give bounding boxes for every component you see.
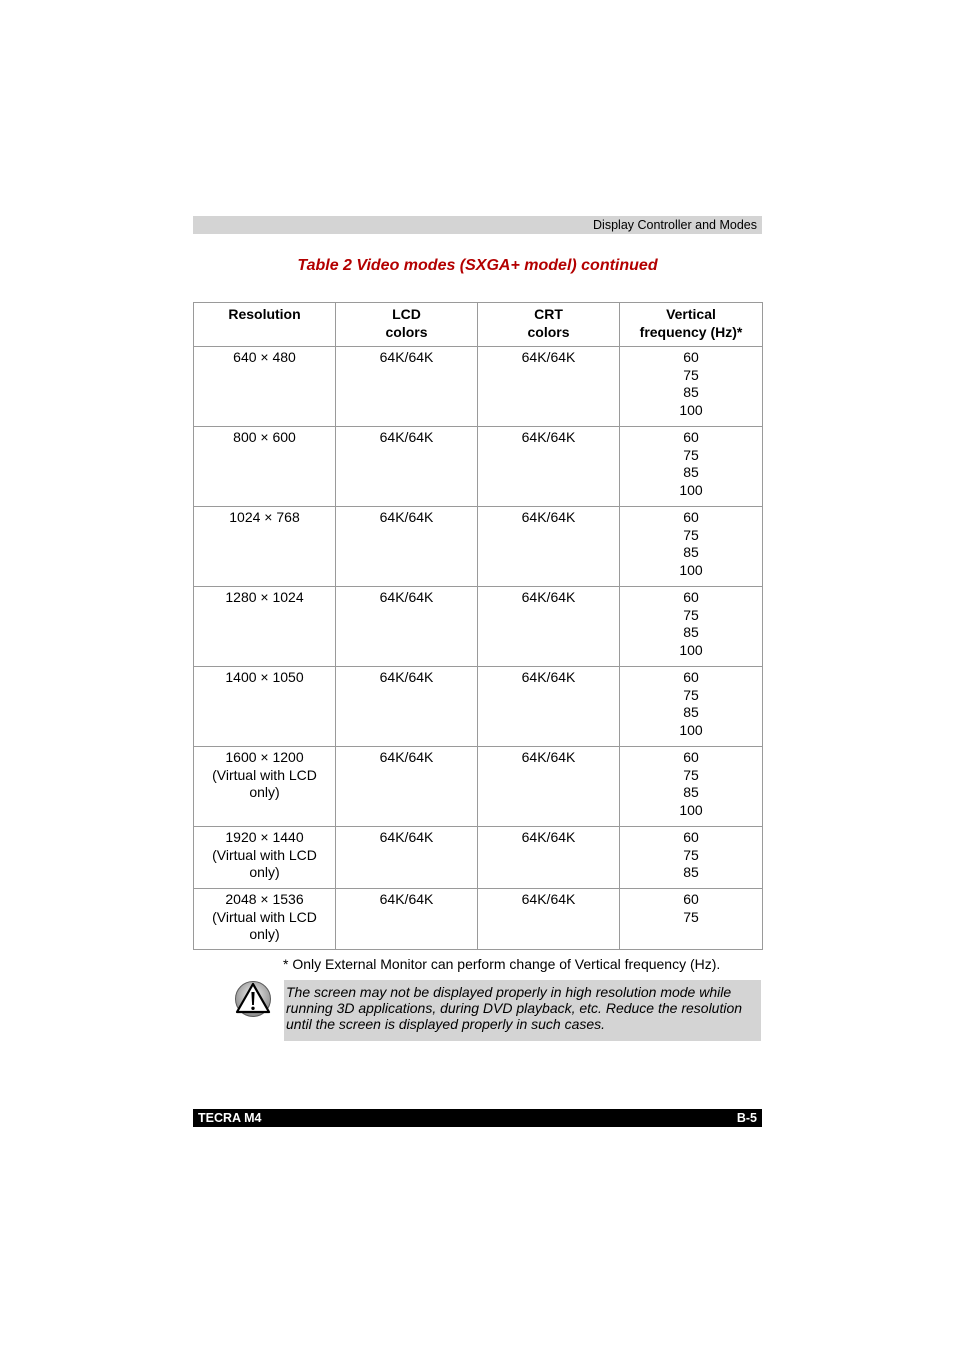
lcd-colors-cell: 64K/64K	[336, 889, 478, 950]
column-header-resolution: Resolution	[194, 303, 336, 347]
table-row	[194, 827, 763, 889]
table-row	[194, 667, 763, 747]
caution-triangle-icon	[234, 980, 272, 1018]
table-title: Table 2 Video modes (SXGA+ model) continued	[297, 257, 658, 274]
caution-line: The screen may not be displayed properly in high resolution mode while	[286, 984, 732, 1000]
video-modes-table	[193, 302, 763, 950]
crt-colors-cell: 64K/64K	[478, 889, 620, 950]
table-row	[194, 427, 763, 507]
frequency-cell: 60 75	[620, 889, 763, 950]
lcd-colors-cell: 64K/64K	[336, 507, 478, 587]
column-header-crt-colors: CRT colors	[478, 303, 620, 347]
crt-colors-cell: 64K/64K	[478, 747, 620, 827]
running-header-bar	[193, 216, 762, 234]
lcd-colors-cell: 64K/64K	[336, 347, 478, 427]
footer-product-name: TECRA M4	[198, 1111, 262, 1125]
frequency-cell: 60 75 85 100	[620, 427, 763, 507]
crt-colors-cell: 64K/64K	[478, 507, 620, 587]
crt-colors-cell: 64K/64K	[478, 667, 620, 747]
footer-page-number: B-5	[736, 1111, 757, 1125]
table-row	[194, 507, 763, 587]
resolution-cell: 1400 × 1050	[194, 667, 336, 747]
frequency-cell: 60 75 85 100	[620, 507, 763, 587]
table-row	[194, 747, 763, 827]
frequency-cell: 60 75 85 100	[620, 667, 763, 747]
crt-colors-cell: 64K/64K	[478, 587, 620, 667]
column-header-lcd-colors: LCD colors	[336, 303, 478, 347]
caution-line: running 3D applications, during DVD playback, etc. Reduce the resolution	[286, 1000, 743, 1016]
resolution-cell: 640 × 480	[194, 347, 336, 427]
table-footnote: * Only External Monitor can perform change of Vertical frequency (Hz).	[283, 956, 721, 972]
resolution-cell: 1920 × 1440 (Virtual with LCD only)	[194, 827, 336, 889]
table-header-row	[194, 303, 763, 347]
lcd-colors-cell: 64K/64K	[336, 667, 478, 747]
resolution-cell: 1280 × 1024	[194, 587, 336, 667]
running-header-title: Display Controller and Modes	[593, 218, 757, 232]
resolution-cell: 800 × 600	[194, 427, 336, 507]
table-row	[194, 587, 763, 667]
resolution-cell: 1024 × 768	[194, 507, 336, 587]
frequency-cell: 60 75 85 100	[620, 587, 763, 667]
table-row	[194, 347, 763, 427]
resolution-cell: 2048 × 1536 (Virtual with LCD only)	[194, 889, 336, 950]
caution-note	[284, 980, 761, 1041]
lcd-colors-cell: 64K/64K	[336, 587, 478, 667]
lcd-colors-cell: 64K/64K	[336, 427, 478, 507]
caution-line: until the screen is displayed properly in such cases.	[286, 1016, 606, 1032]
lcd-colors-cell: 64K/64K	[336, 747, 478, 827]
lcd-colors-cell: 64K/64K	[336, 827, 478, 889]
resolution-cell: 1600 × 1200 (Virtual with LCD only)	[194, 747, 336, 827]
crt-colors-cell: 64K/64K	[478, 827, 620, 889]
table-row	[194, 889, 763, 950]
crt-colors-cell: 64K/64K	[478, 427, 620, 507]
frequency-cell: 60 75 85 100	[620, 747, 763, 827]
column-header-vertical-frequency: Vertical frequency (Hz)*	[620, 303, 763, 347]
frequency-cell: 60 75 85 100	[620, 347, 763, 427]
frequency-cell: 60 75 85	[620, 827, 763, 889]
crt-colors-cell: 64K/64K	[478, 347, 620, 427]
page-footer-bar	[193, 1109, 762, 1127]
